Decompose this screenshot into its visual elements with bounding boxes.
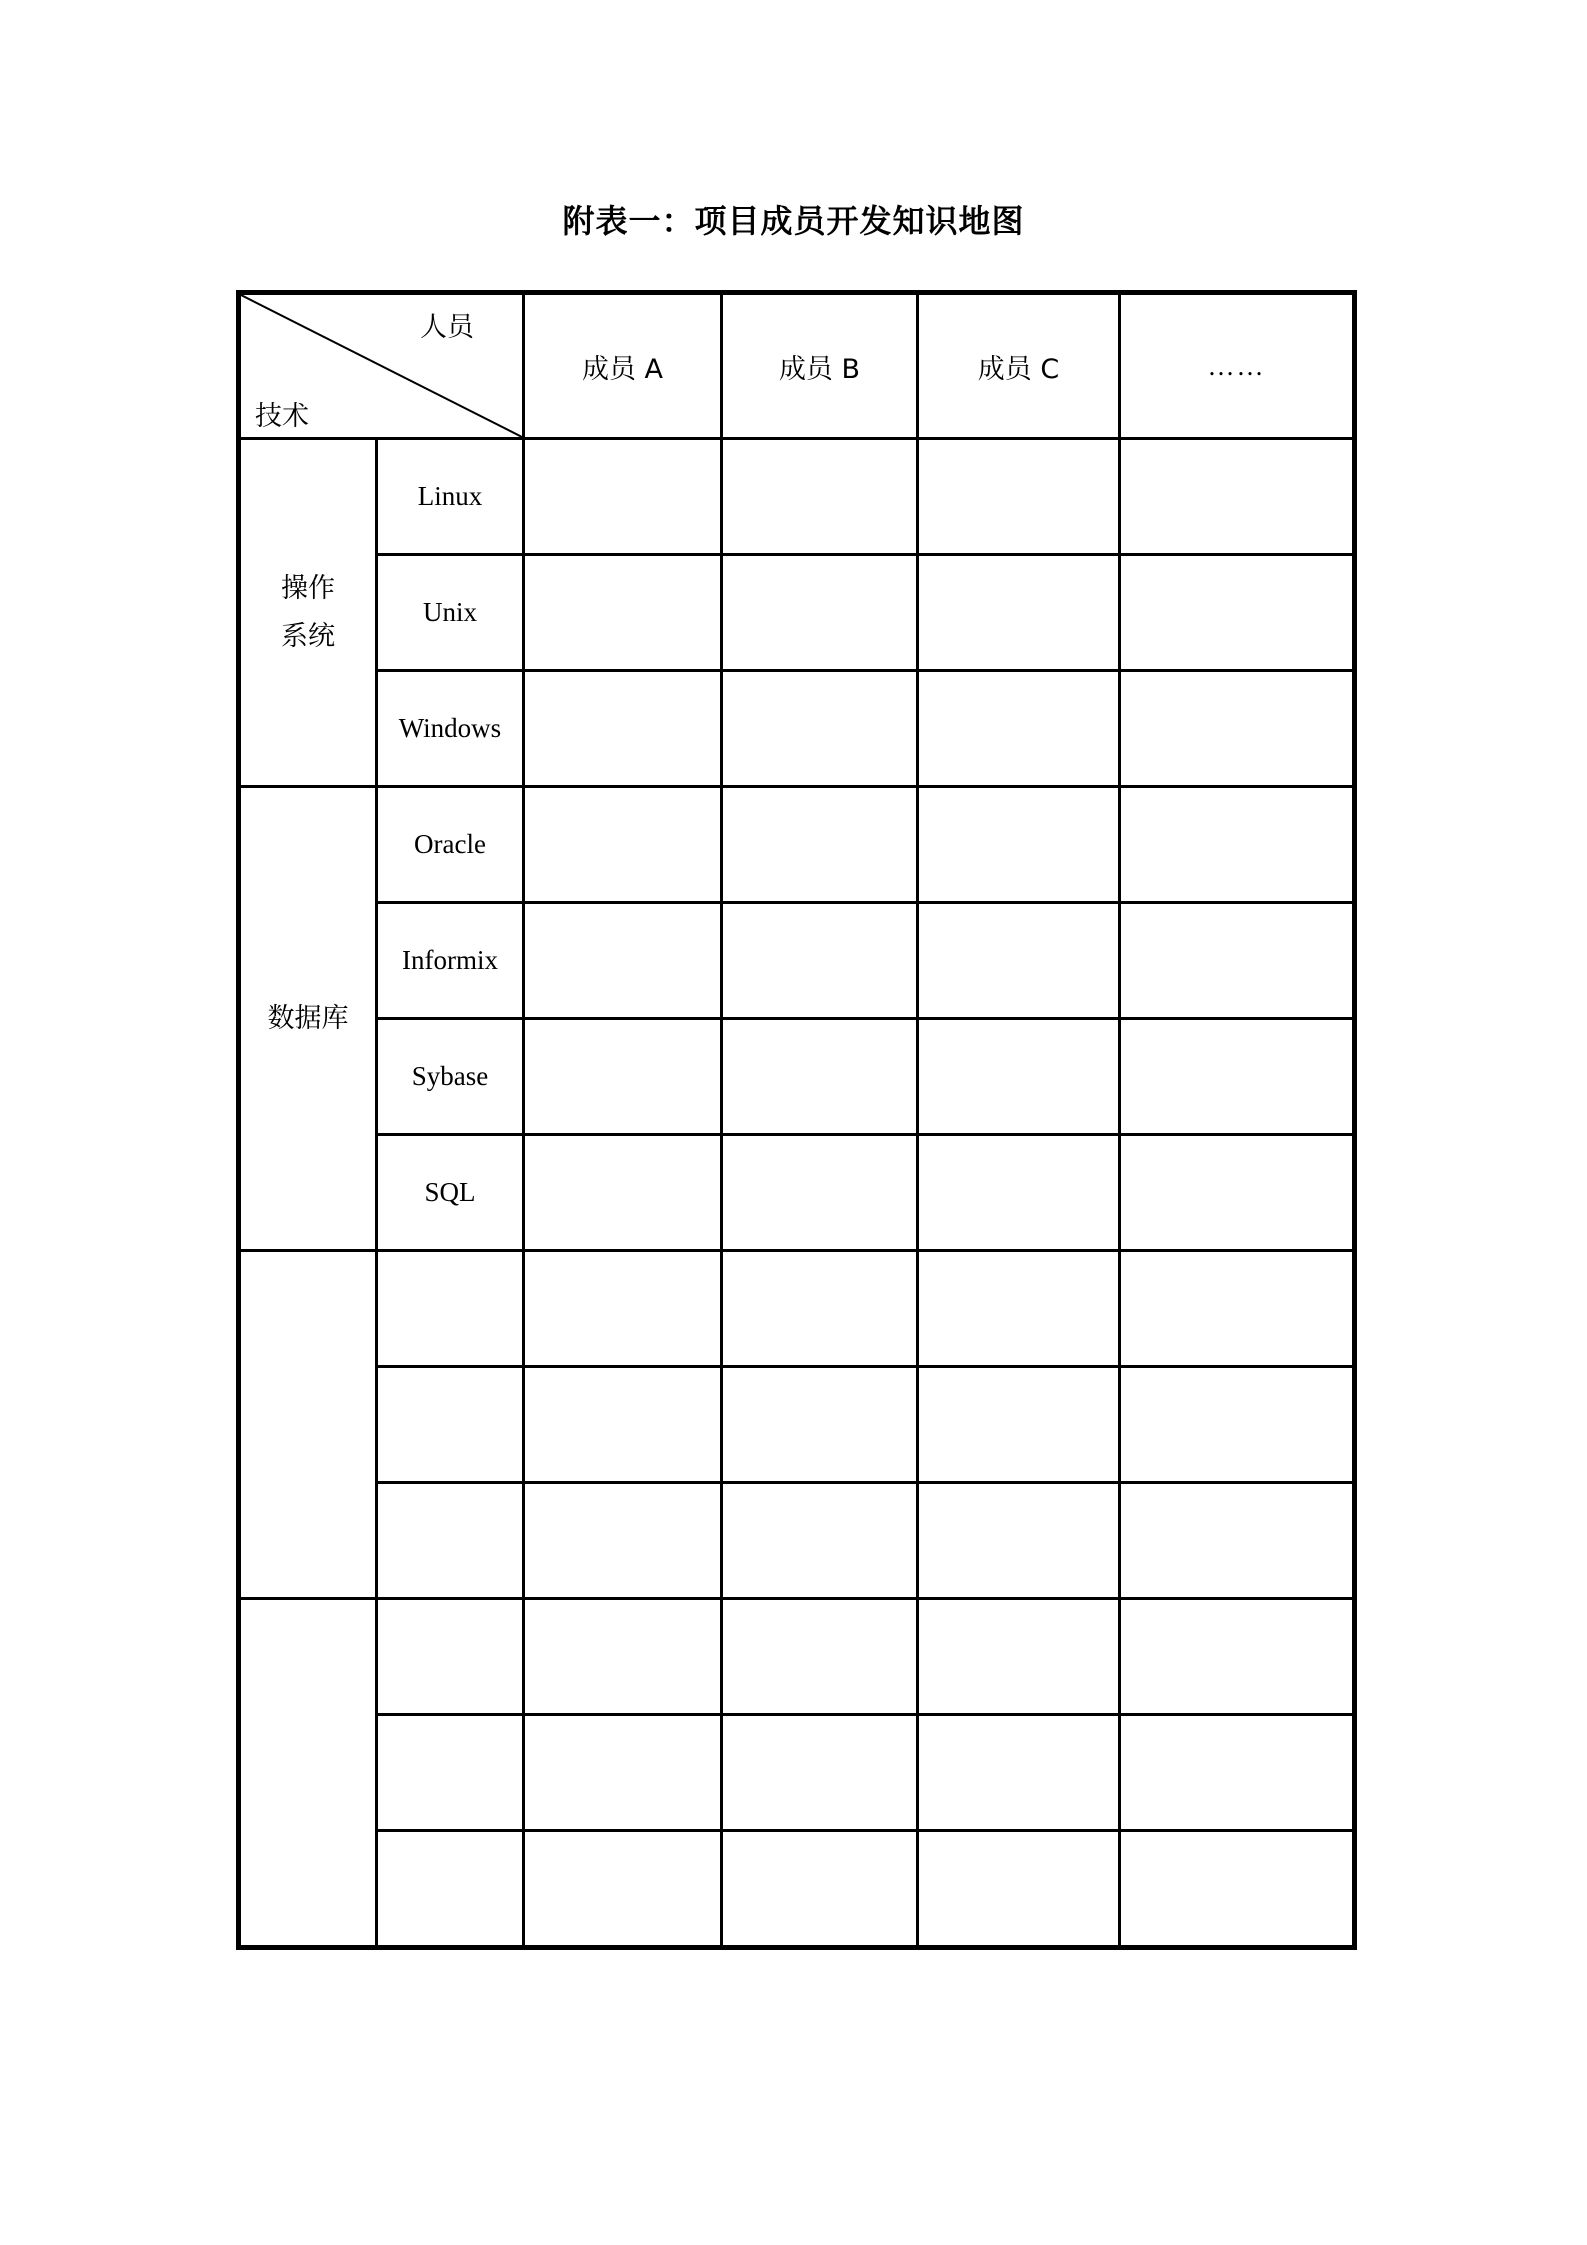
table-row bbox=[239, 1483, 1355, 1599]
table-row bbox=[239, 1251, 1355, 1367]
document-title: 附表一：项目成员开发知识地图 bbox=[562, 202, 1025, 240]
skill-cell[interactable] bbox=[524, 1831, 722, 1948]
tech-cell: Oracle bbox=[377, 787, 524, 903]
skill-cell[interactable] bbox=[918, 439, 1120, 555]
skill-cell[interactable] bbox=[1120, 1367, 1355, 1483]
skill-cell[interactable] bbox=[1120, 1715, 1355, 1831]
skill-cell[interactable] bbox=[918, 1483, 1120, 1599]
skill-cell[interactable] bbox=[524, 671, 722, 787]
tech-cell: SQL bbox=[377, 1135, 524, 1251]
skill-cell[interactable] bbox=[1120, 903, 1355, 1019]
skill-cell[interactable] bbox=[524, 1251, 722, 1367]
skill-cell[interactable] bbox=[722, 1831, 918, 1948]
skill-cell[interactable] bbox=[722, 555, 918, 671]
skill-cell[interactable] bbox=[722, 1483, 918, 1599]
skill-cell[interactable] bbox=[1120, 1599, 1355, 1715]
people-axis-label: 人员 bbox=[420, 312, 474, 343]
table-row bbox=[239, 903, 1355, 1019]
skill-cell[interactable] bbox=[1120, 1831, 1355, 1948]
skill-cell[interactable] bbox=[722, 1019, 918, 1135]
header-row bbox=[239, 293, 1355, 439]
column-header-member-a: 成员 A bbox=[524, 293, 722, 439]
skill-cell[interactable] bbox=[524, 1483, 722, 1599]
tech-cell: Linux bbox=[377, 439, 524, 555]
column-header-member-c: 成员 C bbox=[918, 293, 1120, 439]
skill-cell[interactable] bbox=[722, 671, 918, 787]
skill-cell[interactable] bbox=[524, 1367, 722, 1483]
table-row bbox=[239, 439, 1355, 555]
skill-cell[interactable] bbox=[722, 1251, 918, 1367]
skill-cell[interactable] bbox=[524, 787, 722, 903]
skill-cell[interactable] bbox=[722, 1135, 918, 1251]
skill-cell[interactable] bbox=[918, 1135, 1120, 1251]
table-row bbox=[239, 1831, 1355, 1948]
tech-cell[interactable] bbox=[377, 1367, 524, 1483]
table-row bbox=[239, 1367, 1355, 1483]
skill-cell[interactable] bbox=[722, 439, 918, 555]
category-cell-blank[interactable] bbox=[239, 1251, 377, 1599]
skill-cell[interactable] bbox=[524, 1019, 722, 1135]
tech-axis-label: 技术 bbox=[255, 401, 309, 432]
tech-cell: Informix bbox=[377, 903, 524, 1019]
skill-cell[interactable] bbox=[1120, 671, 1355, 787]
category-cell-database: 数据库 bbox=[239, 787, 377, 1251]
skill-cell[interactable] bbox=[1120, 1135, 1355, 1251]
table-row bbox=[239, 555, 1355, 671]
tech-cell: Unix bbox=[377, 555, 524, 671]
skill-cell[interactable] bbox=[918, 1715, 1120, 1831]
tech-cell: Windows bbox=[377, 671, 524, 787]
tech-cell[interactable] bbox=[377, 1715, 524, 1831]
skill-cell[interactable] bbox=[524, 1135, 722, 1251]
table-row bbox=[239, 671, 1355, 787]
skill-cell[interactable] bbox=[722, 787, 918, 903]
skill-cell[interactable] bbox=[918, 903, 1120, 1019]
category-cell-blank[interactable] bbox=[239, 1599, 377, 1948]
tech-cell[interactable] bbox=[377, 1599, 524, 1715]
skill-cell[interactable] bbox=[524, 1715, 722, 1831]
skill-cell[interactable] bbox=[722, 1367, 918, 1483]
skill-cell[interactable] bbox=[918, 555, 1120, 671]
table-row bbox=[239, 787, 1355, 903]
skill-cell[interactable] bbox=[918, 1367, 1120, 1483]
skill-cell[interactable] bbox=[722, 903, 918, 1019]
skill-cell[interactable] bbox=[1120, 787, 1355, 903]
corner-header-cell bbox=[239, 293, 524, 439]
skill-cell[interactable] bbox=[722, 1599, 918, 1715]
skill-cell[interactable] bbox=[524, 439, 722, 555]
knowledge-map-table bbox=[236, 290, 1357, 1950]
tech-cell[interactable] bbox=[377, 1483, 524, 1599]
skill-cell[interactable] bbox=[722, 1715, 918, 1831]
skill-cell[interactable] bbox=[524, 1599, 722, 1715]
table-row bbox=[239, 1019, 1355, 1135]
column-header-more: …… bbox=[1120, 293, 1355, 439]
skill-cell[interactable] bbox=[524, 555, 722, 671]
table-row bbox=[239, 1135, 1355, 1251]
tech-cell[interactable] bbox=[377, 1251, 524, 1367]
skill-cell[interactable] bbox=[1120, 439, 1355, 555]
skill-cell[interactable] bbox=[918, 671, 1120, 787]
column-header-member-b: 成员 B bbox=[722, 293, 918, 439]
skill-cell[interactable] bbox=[918, 1599, 1120, 1715]
table-row bbox=[239, 1599, 1355, 1715]
skill-cell[interactable] bbox=[918, 787, 1120, 903]
skill-cell[interactable] bbox=[918, 1019, 1120, 1135]
skill-cell[interactable] bbox=[1120, 1483, 1355, 1599]
skill-cell[interactable] bbox=[1120, 1019, 1355, 1135]
skill-cell[interactable] bbox=[1120, 1251, 1355, 1367]
skill-cell[interactable] bbox=[1120, 555, 1355, 671]
category-cell-os: 操作 系统 bbox=[239, 439, 377, 787]
skill-cell[interactable] bbox=[918, 1251, 1120, 1367]
tech-cell[interactable] bbox=[377, 1831, 524, 1948]
skill-cell[interactable] bbox=[918, 1831, 1120, 1948]
table-row bbox=[239, 1715, 1355, 1831]
tech-cell: Sybase bbox=[377, 1019, 524, 1135]
skill-cell[interactable] bbox=[524, 903, 722, 1019]
